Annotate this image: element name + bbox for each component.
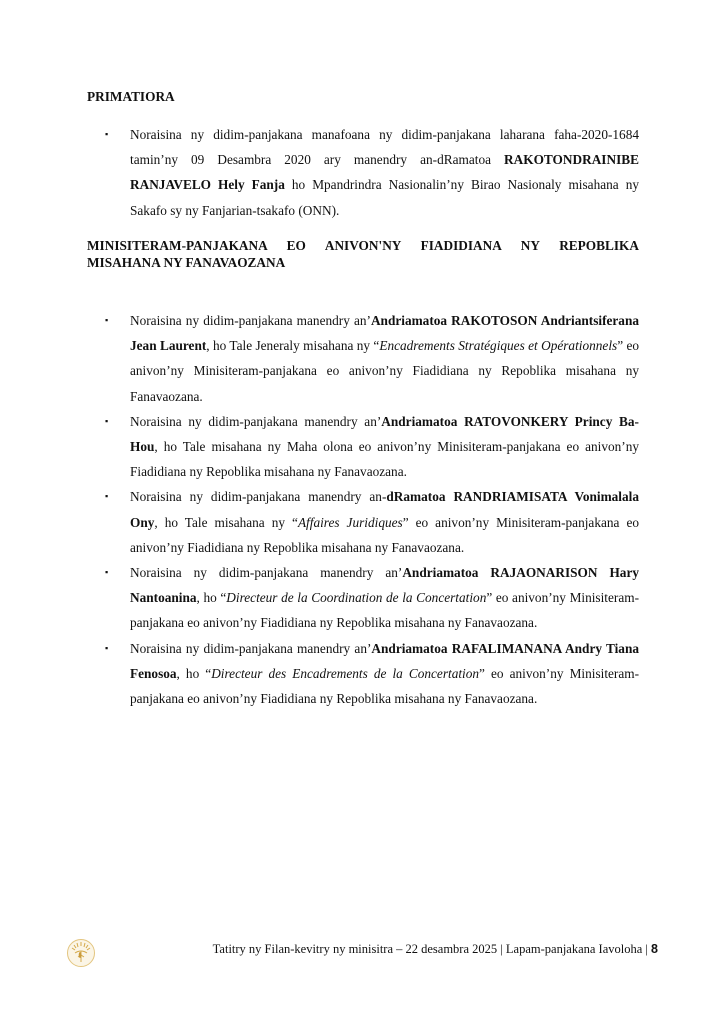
appointee-name: dRamatoa RANDRIAMISATA Vonimalala Ony: [130, 489, 639, 530]
list-item: ▪ Noraisina ny didim-panjakana manendry an’Andriamatoa RATOVONKERY Princy Ba-Hou, ho Tale misahana ny Maha olona eo anivon’ny Minisiteram-panjakana eo anivon’ny Fiadidiana ny Repoblika misahana ny Fanavaozana.: [0, 409, 639, 485]
appointee-name: Andriamatoa RAKOTOSON Andriantsiferana Jean Laurent: [130, 313, 639, 354]
position-title: Encadrements Stratégiques et Opérationnels: [379, 338, 618, 354]
list-item: ▪ Noraisina ny didim-panjakana manendry an’Andriamatoa RAKOTOSON Andriantsiferana Jean Laurent, ho Tale Jeneraly misahana ny “Encadrements Stratégiques et Opérationnels” eo anivon’ny Minisiteram-panjakana eo anivon’ny Fiadidiana ny Repoblika misahana ny Fanavaozana.: [0, 308, 639, 409]
position-title: Affaires Juridiques: [297, 514, 403, 530]
primatiora-list: [0, 122, 724, 223]
bullet-icon: ▪: [105, 642, 109, 653]
bullet-icon: ▪: [105, 415, 109, 426]
bullet-icon: ▪: [105, 315, 109, 325]
list-item: ▪ Noraisina ny didim-panjakana manendry an-dRamatoa RANDRIAMISATA Vonimalala Ony, ho Tale misahana ny “Affaires Juridiques” eo anivon’ny Minisiteram-panjakana eo anivon’ny Fiadidiana ny Repoblika misahana ny Fanavaozana.: [0, 484, 639, 560]
bullet-icon: ▪: [105, 567, 109, 578]
page-footer: [0, 938, 724, 962]
bullet-icon: ▪: [105, 129, 109, 139]
list-item: ▪ Noraisina ny didim-panjakana manendry an’Andriamatoa RAFALIMANANA Andry Tiana Fenosoa, ho “Directeur des Encadrements de la Concertation” eo anivon’ny Minisiteram-panjakana eo anivon’ny Fiadidiana ny Repoblika misahana ny Fanavaozana.: [0, 636, 639, 712]
appointee-name: Andriamatoa RAJAONARISON Hary Nantoanina: [130, 565, 639, 606]
appointee-name: RAKOTONDRAINIBE RANJAVELO Hely Fanja: [130, 152, 639, 193]
section-heading-primatiora: PRIMATIORA: [87, 89, 175, 104]
list-item: ▪ Noraisina ny didim-panjakana manafoana ny didim-panjakana laharana faha-2020-1684 tamin’ny 09 Desambra 2020 ary manendry an-dRamatoa RAKOTONDRAINIBE RANJAVELO Hely Fanja ho Mpandrindra Nasionalin’ny Birao Nasionaly misahana ny Sakafo sy ny Fanjarian-tsakafo (ONN).: [0, 122, 639, 223]
appointee-name: Andriamatoa RATOVONKERY Princy Ba-Hou: [130, 413, 639, 455]
position-title: Directeur des Encadrements de la Concertation: [211, 665, 480, 681]
ministry-list: [0, 308, 724, 711]
page-number: 8: [651, 942, 658, 956]
section-heading-ministry: MINISITERAM-PANJAKANA EO ANIVON'NY FIADIDIANA NY REPOBLIKA MISAHANA NY FANAVAOZANA: [87, 238, 639, 270]
footer-caption: Tatitry ny Filan-kevitry ny minisitra – 22 desambra 2025 | Lapam-panjakana Iavoloha | 8: [212, 942, 658, 956]
appointee-name: Andriamatoa RAFALIMANANA Andry Tiana Fenosoa: [130, 640, 639, 681]
position-title: Directeur de la Coordination de la Concertation: [226, 590, 487, 606]
presidency-emblem-icon: [66, 938, 96, 968]
bullet-icon: ▪: [105, 491, 109, 502]
list-item: ▪ Noraisina ny didim-panjakana manendry an’Andriamatoa RAJAONARISON Hary Nantoanina, ho “Directeur de la Coordination de la Concertation” eo anivon’ny Minisiteram-panjakana eo anivon’ny Fiadidiana ny Repoblika misahana ny Fanavaozana.: [0, 560, 639, 636]
